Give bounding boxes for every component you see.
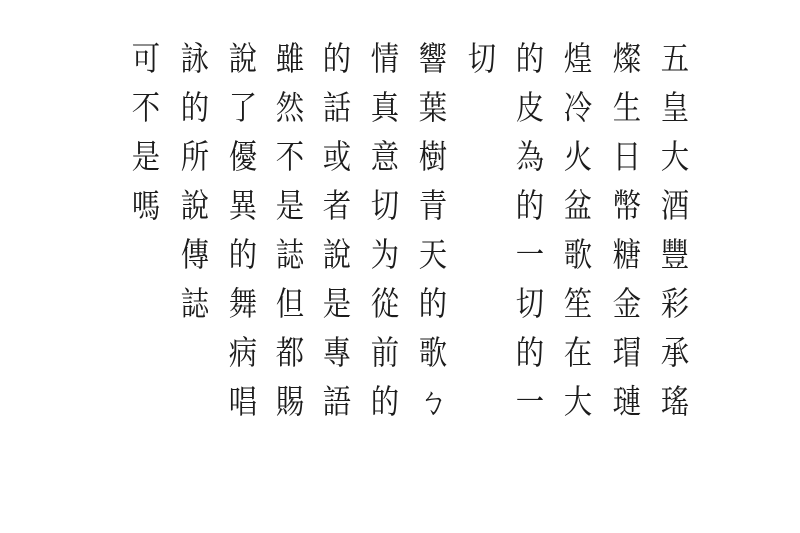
glyph: 的 xyxy=(515,186,545,225)
text-column-5 xyxy=(460,34,504,83)
text-column-2 xyxy=(605,34,649,426)
glyph: 不 xyxy=(131,88,161,127)
glyph: 幣 xyxy=(612,186,642,225)
glyph: 瑁 xyxy=(612,333,642,372)
glyph: 的 xyxy=(418,284,448,323)
glyph: 歌 xyxy=(563,235,593,274)
glyph: 者 xyxy=(322,186,352,225)
text-column-8 xyxy=(315,34,359,426)
glyph: 唱 xyxy=(228,382,258,421)
glyph: 情 xyxy=(370,39,400,78)
glyph: 說 xyxy=(322,235,352,274)
text-column-1 xyxy=(653,34,697,426)
glyph: 前 xyxy=(370,333,400,372)
glyph: 意 xyxy=(370,137,400,176)
glyph: 切 xyxy=(467,39,497,78)
glyph: 一 xyxy=(515,235,545,274)
glyph: 優 xyxy=(228,137,258,176)
glyph: 的 xyxy=(515,39,545,78)
glyph: 璉 xyxy=(612,382,642,421)
glyph: 雖 xyxy=(275,39,305,78)
glyph: 大 xyxy=(660,137,690,176)
text-column-6 xyxy=(411,34,455,426)
glyph: 的 xyxy=(228,235,258,274)
glyph: 皇 xyxy=(660,88,690,127)
glyph: 傳 xyxy=(180,235,210,274)
glyph: 笙 xyxy=(563,284,593,323)
glyph: 承 xyxy=(660,333,690,372)
glyph: 生 xyxy=(612,88,642,127)
glyph: 說 xyxy=(180,186,210,225)
glyph: 瑤 xyxy=(660,382,690,421)
glyph: 賜 xyxy=(275,382,305,421)
glyph: 真 xyxy=(370,88,400,127)
glyph: 的 xyxy=(370,382,400,421)
glyph: 是 xyxy=(275,186,305,225)
glyph: 樹 xyxy=(418,137,448,176)
glyph: 为 xyxy=(370,235,400,274)
glyph: 或 xyxy=(322,137,352,176)
glyph: 大 xyxy=(563,382,593,421)
text-column-3 xyxy=(556,34,600,426)
glyph: 冷 xyxy=(563,88,593,127)
glyph: 誌 xyxy=(180,284,210,323)
glyph: 了 xyxy=(228,88,258,127)
glyph: 金 xyxy=(612,284,642,323)
glyph: 說 xyxy=(228,39,258,78)
glyph: 不 xyxy=(275,137,305,176)
glyph: 的 xyxy=(515,333,545,372)
glyph: 是 xyxy=(322,284,352,323)
glyph: 五 xyxy=(660,39,690,78)
glyph: 天 xyxy=(418,235,448,274)
text-column-4 xyxy=(508,34,552,426)
glyph: 話 xyxy=(322,88,352,127)
glyph: 響 xyxy=(418,39,448,78)
text-column-10 xyxy=(221,34,265,426)
glyph: 日 xyxy=(612,137,642,176)
glyph: 從 xyxy=(370,284,400,323)
glyph: 舞 xyxy=(228,284,258,323)
glyph: 一 xyxy=(515,382,545,421)
glyph: 是 xyxy=(131,137,161,176)
glyph: 可 xyxy=(131,39,161,78)
glyph: 豐 xyxy=(660,235,690,274)
glyph: 在 xyxy=(563,333,593,372)
glyph: 燦 xyxy=(612,39,642,78)
glyph: 所 xyxy=(180,137,210,176)
glyph: 病 xyxy=(228,333,258,372)
glyph: 彩 xyxy=(660,284,690,323)
glyph: 嗎 xyxy=(131,186,161,225)
glyph: 盆 xyxy=(563,186,593,225)
text-column-11 xyxy=(173,34,217,328)
glyph: 皮 xyxy=(515,88,545,127)
text-column-9 xyxy=(268,34,312,426)
text-column-12 xyxy=(124,34,168,230)
glyph: 然 xyxy=(275,88,305,127)
glyph: 火 xyxy=(563,137,593,176)
glyph: 糖 xyxy=(612,235,642,274)
glyph: 語 xyxy=(322,382,352,421)
glyph: 但 xyxy=(275,284,305,323)
glyph: 專 xyxy=(322,333,352,372)
glyph: 異 xyxy=(228,186,258,225)
glyph: 青 xyxy=(418,186,448,225)
glyph: 葉 xyxy=(418,88,448,127)
glyph: 為 xyxy=(515,137,545,176)
glyph: 歌 xyxy=(418,333,448,372)
text-column-7 xyxy=(363,34,407,426)
glyph: ㄅ xyxy=(418,382,448,421)
glyph: 誌 xyxy=(275,235,305,274)
glyph: 酒 xyxy=(660,186,690,225)
glyph: 的 xyxy=(180,88,210,127)
glyph: 煌 xyxy=(563,39,593,78)
glyph: 詠 xyxy=(180,39,210,78)
glyph: 的 xyxy=(322,39,352,78)
glyph: 切 xyxy=(515,284,545,323)
glyph: 切 xyxy=(370,186,400,225)
glyph: 都 xyxy=(275,333,305,372)
